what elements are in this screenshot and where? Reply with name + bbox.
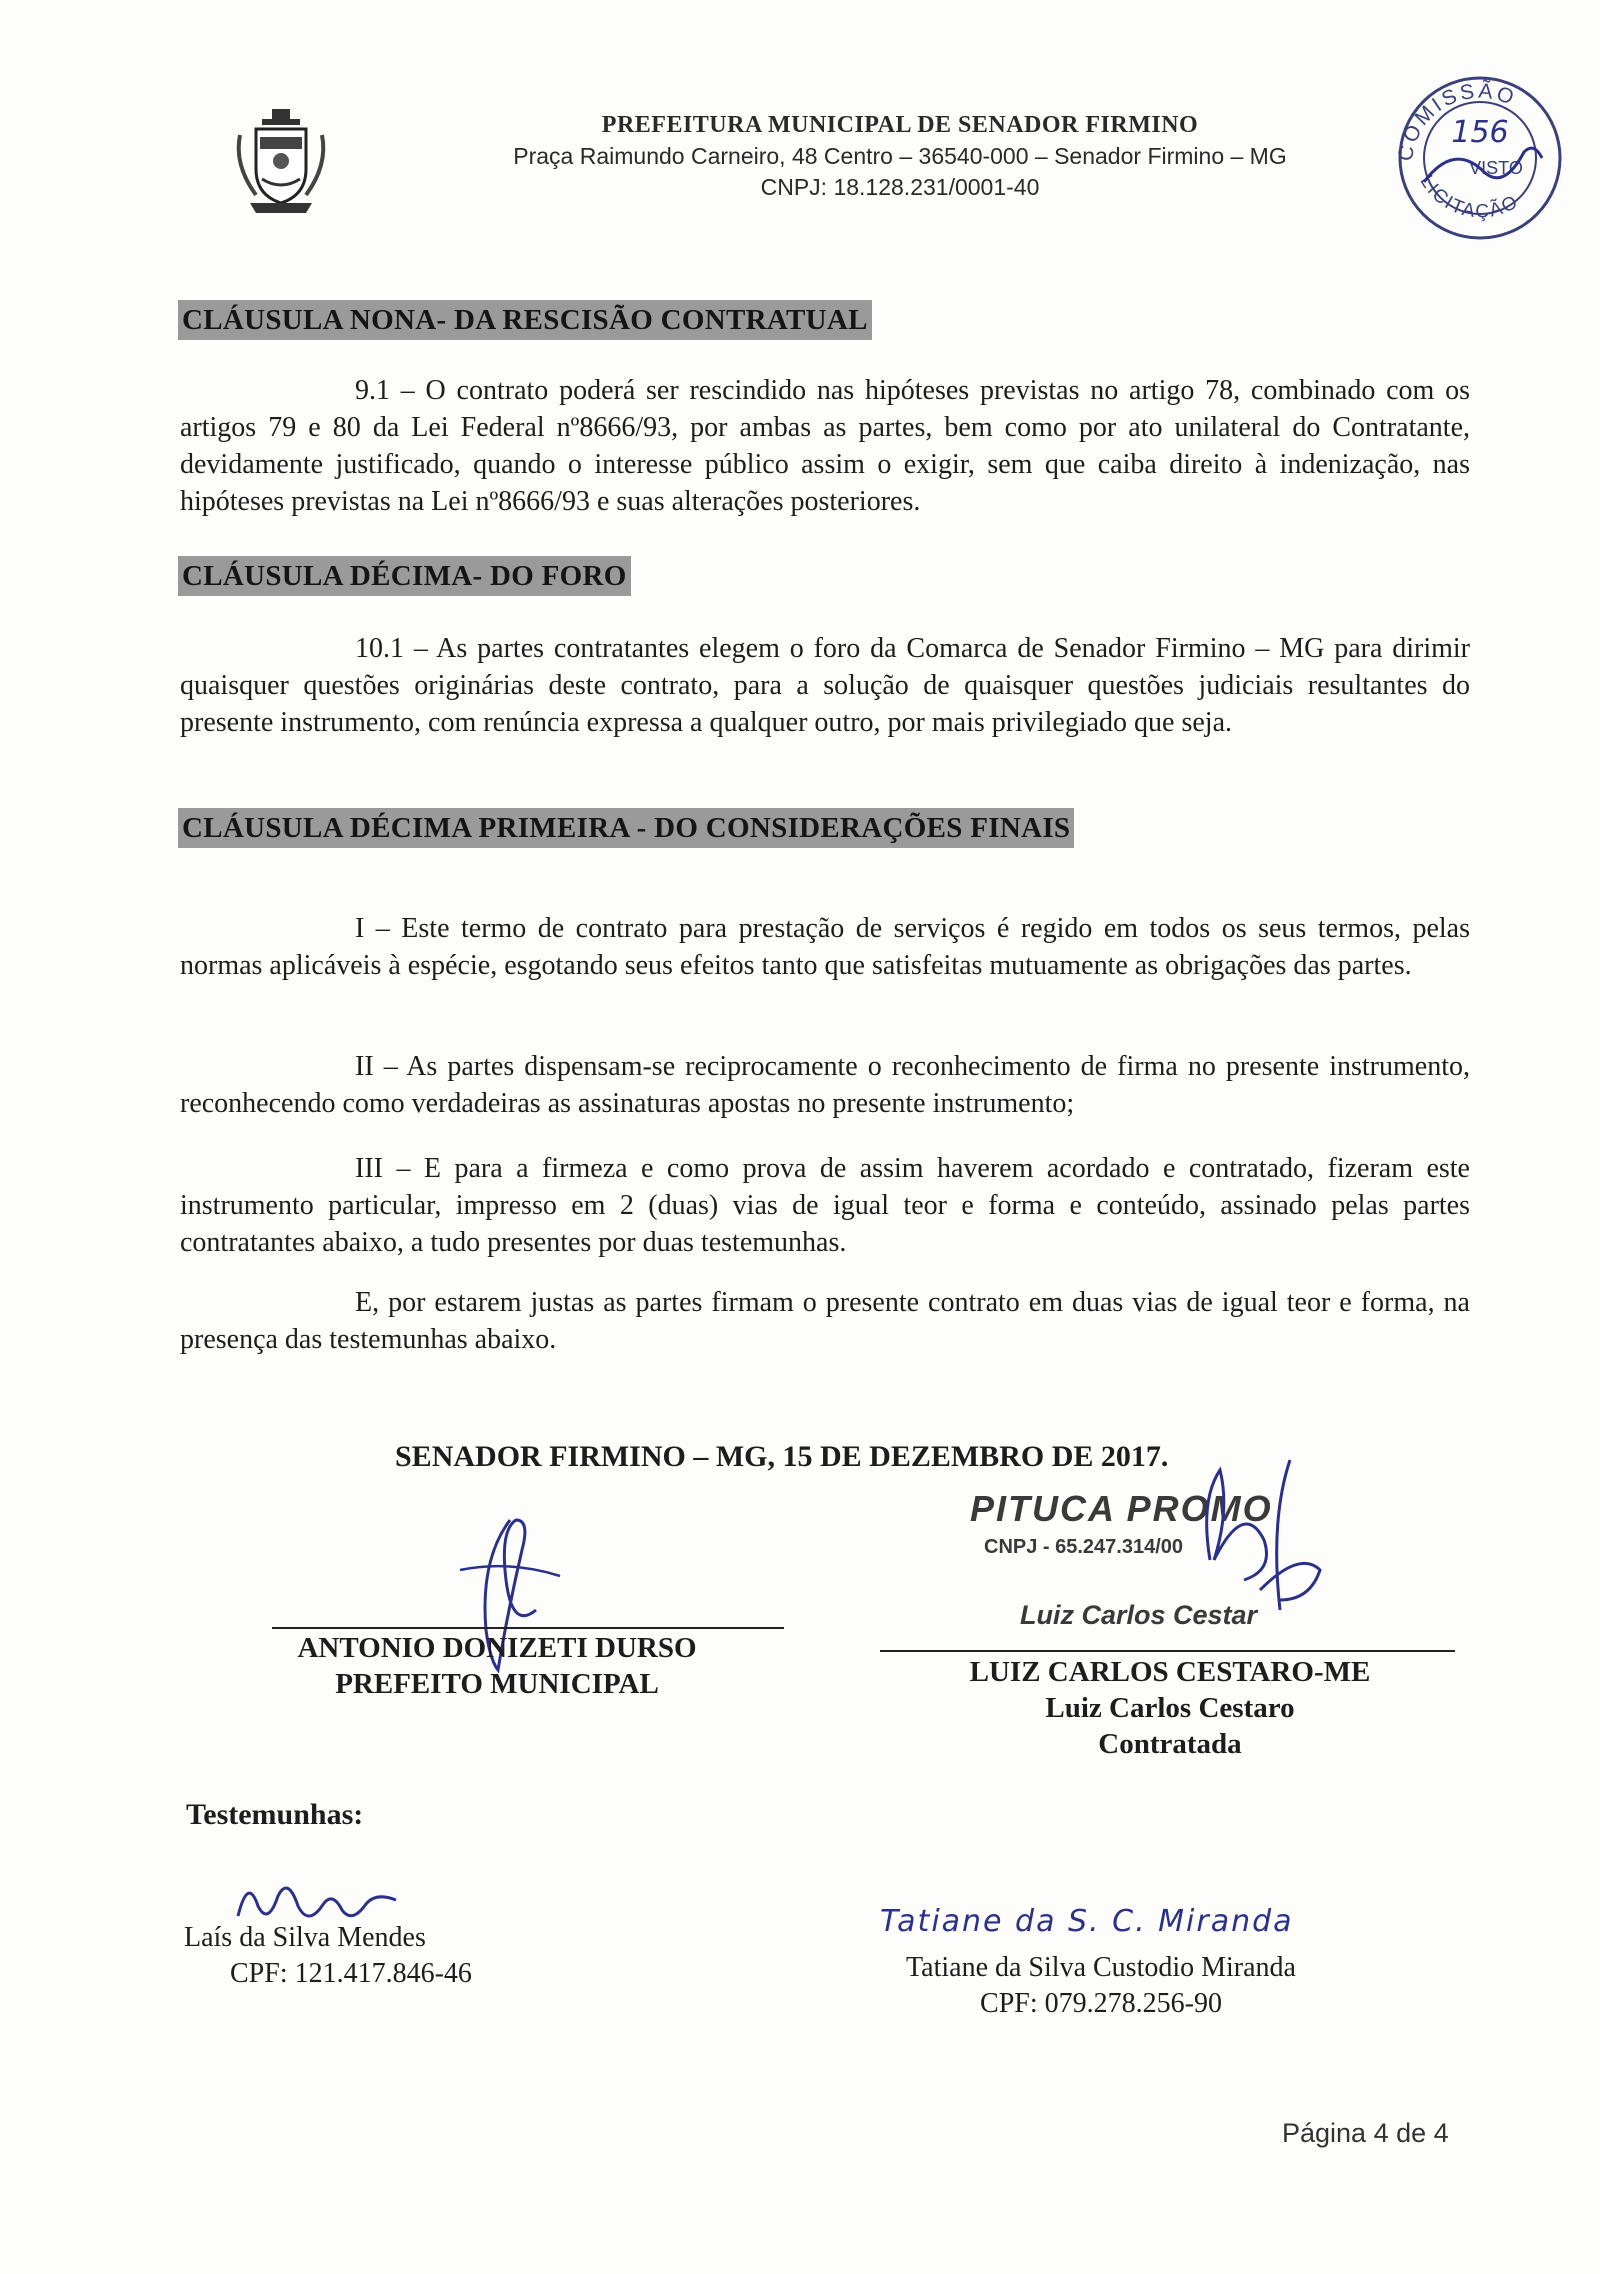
contractor-role: Contratada bbox=[1098, 1728, 1242, 1760]
heading-clause-eleven: CLÁUSULA DÉCIMA PRIMEIRA - DO CONSIDERAÇÕES FINAIS bbox=[178, 808, 1074, 848]
heading-clause-ten: CLÁUSULA DÉCIMA- DO FORO bbox=[178, 556, 631, 596]
page-number: Página 4 de 4 bbox=[1282, 2118, 1449, 2148]
contractor-signature-block bbox=[920, 1654, 1420, 1762]
stamp-top-text: COMISSÃO bbox=[1393, 79, 1520, 163]
contractor-company: LUIZ CARLOS CESTARO-ME bbox=[969, 1656, 1371, 1688]
clause-eleven-closing: E, por estarem justas as partes firmam o presente contrato em duas vias de igual teor e forma, na presença das testemunhas abaixo. bbox=[180, 1287, 1470, 1355]
mayor-signature-block bbox=[272, 1630, 722, 1702]
commission-stamp bbox=[1384, 70, 1574, 240]
clause-eleven-item-3: III – E para a firmeza e como prova de assim haverem acordado e contratado, fizeram este instrumento particular, impresso em 2 (duas) vias de igual teor e forma e conteúdo, assinado pelas partes contratantes abaixo, a tudo presentes por duas testemunhas. bbox=[180, 1153, 1470, 1258]
company-stamp-signer: Luiz Carlos Cestar bbox=[1020, 1600, 1258, 1630]
witness-two-cpf: CPF: 079.278.256-90 bbox=[980, 1988, 1222, 2019]
witness-two-name: Tatiane da Silva Custodio Miranda bbox=[906, 1952, 1296, 1983]
svg-text:LICITAÇÃO bbox=[1416, 172, 1523, 223]
stamp-middle-text: VISTO bbox=[1469, 158, 1523, 178]
heading-clause-nine: CLÁUSULA NONA- DA RESCISÃO CONTRATUAL bbox=[178, 300, 872, 340]
witness-one bbox=[184, 1920, 472, 1992]
witness-one-name: Laís da Silva Mendes bbox=[184, 1922, 426, 1953]
contractor-signature-line bbox=[880, 1650, 1455, 1652]
mayor-signature-line bbox=[272, 1627, 784, 1629]
witness-two-handwritten-signature: Tatiane da S. C. Miranda bbox=[880, 1904, 1294, 1939]
witness-one-cpf: CPF: 121.417.846-46 bbox=[230, 1958, 472, 1989]
organization-cnpj: CNPJ: 18.128.231/0001-40 bbox=[760, 174, 1040, 200]
dateline: SENADOR FIRMINO – MG, 15 DE DEZEMBRO DE 2017. bbox=[395, 1440, 1169, 1473]
clause-ten-paragraph: 10.1 – As partes contratantes elegem o foro da Comarca de Senador Firmino – MG para dirimir quaisquer questões originárias deste contrato, para a solução de quaisquer questões judiciais resultantes do presente instrumento, com renúncia expressa a qualquer outro, por mais privilegiado que seja. bbox=[180, 633, 1470, 738]
municipal-crest-icon bbox=[232, 105, 330, 217]
letterhead bbox=[420, 112, 1380, 201]
company-stamp-name: PITUCA PROMO bbox=[970, 1488, 1273, 1529]
clause-nine-paragraph: 9.1 – O contrato poderá ser rescindido nas hipóteses previstas no artigo 78, combinado com os artigos 79 e 80 da Lei Federal nº8666/93, por ambas as partes, bem como por ato unilateral do Contratante, devidamente justificado, quando o interesse público assim o exigir, sem que caiba direito à indenização, nas hipóteses previstas na Lei nº8666/93 e suas alterações posteriores. bbox=[180, 375, 1470, 517]
contractor-person: Luiz Carlos Cestaro bbox=[1045, 1692, 1295, 1724]
mayor-name: ANTONIO DONIZETI DURSO bbox=[297, 1632, 697, 1664]
company-stamp-cnpj: CNPJ - 65.247.314/00 bbox=[984, 1536, 1184, 1558]
stamp-number: 156 bbox=[1451, 115, 1509, 150]
organization-name: PREFEITURA MUNICIPAL DE SENADOR FIRMINO bbox=[601, 112, 1199, 138]
witness-two bbox=[876, 1950, 1326, 2022]
stamp-bottom-text: LICITAÇÃO bbox=[1415, 171, 1523, 223]
witnesses-title: Testemunhas: bbox=[186, 1798, 364, 1831]
clause-eleven-item-2: II – As partes dispensam-se reciprocamente o reconhecimento de firma no presente instrumento, reconhecendo como verdadeiras as assinaturas apostas no presente instrumento; bbox=[180, 1051, 1470, 1119]
mayor-role: PREFEITO MUNICIPAL bbox=[335, 1668, 659, 1700]
organization-address: Praça Raimundo Carneiro, 48 Centro – 36540-000 – Senador Firmino – MG bbox=[513, 143, 1287, 169]
contractor-signature bbox=[1110, 1450, 1350, 1630]
clause-eleven-item-1: I – Este termo de contrato para prestação de serviços é regido em todos os seus termos, pelas normas aplicáveis à espécie, esgotando seus efeitos tanto que satisfeitas mutuamente as obrigações das partes. bbox=[180, 913, 1470, 981]
